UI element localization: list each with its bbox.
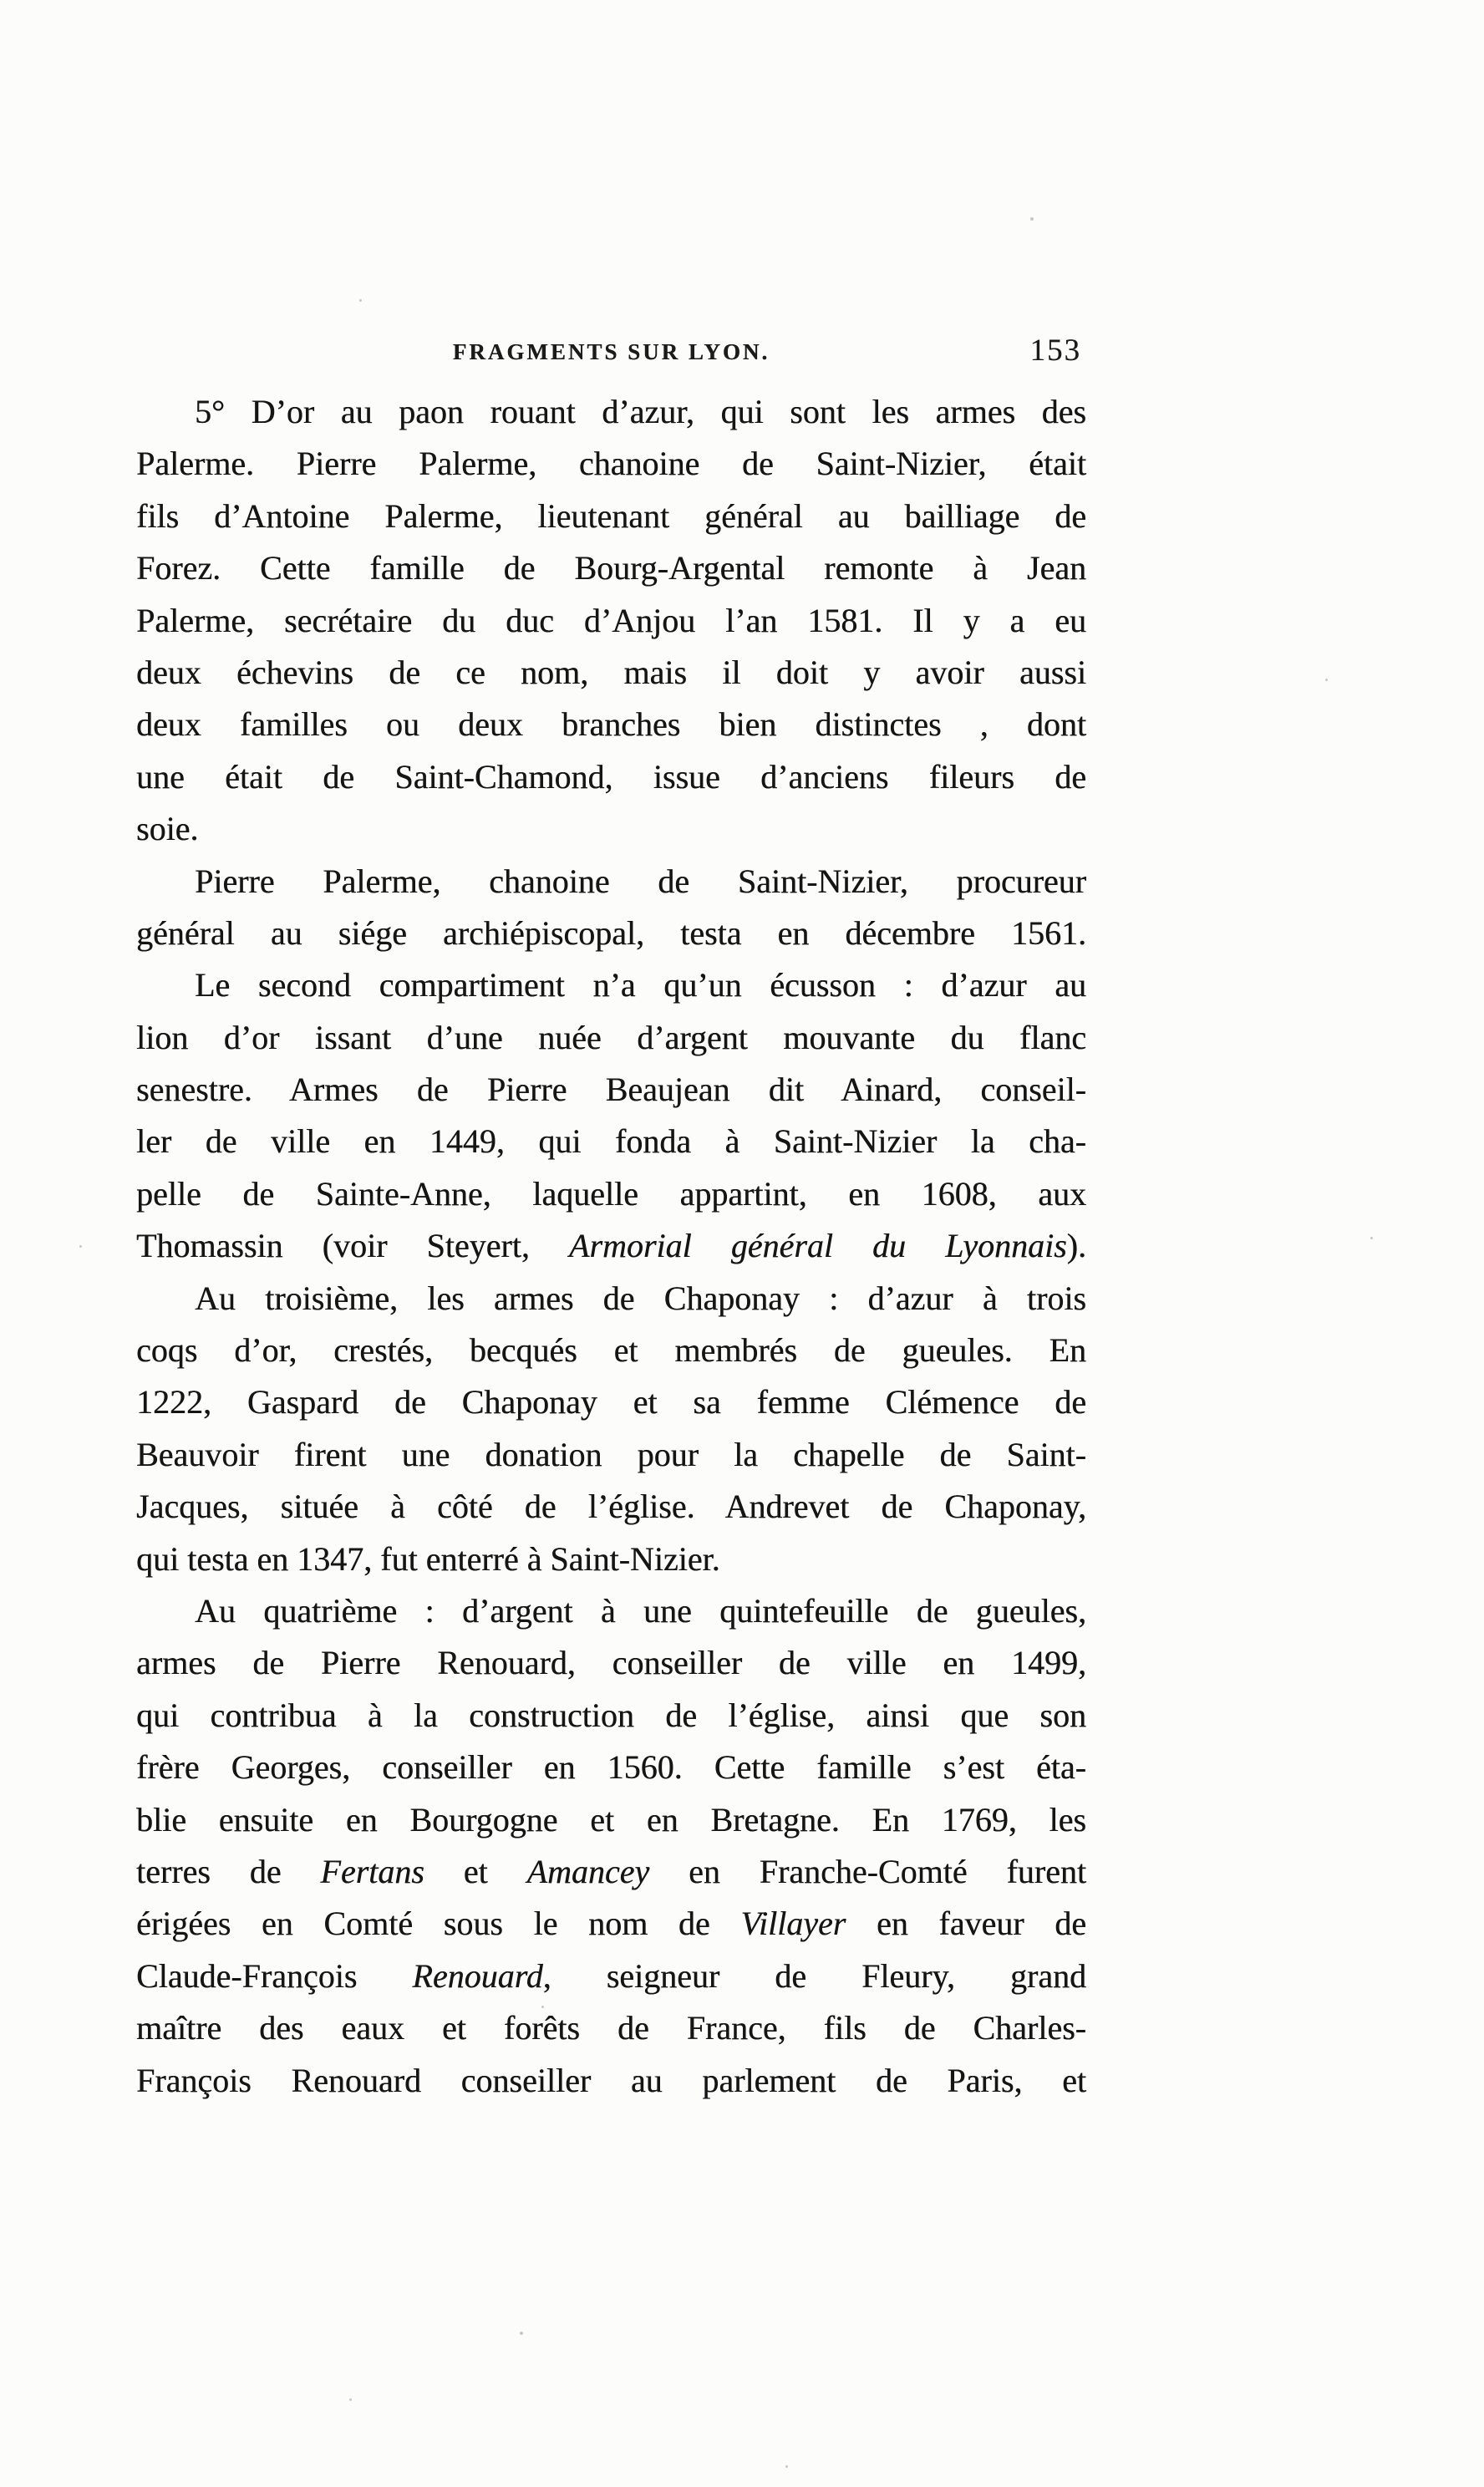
text-segment: frère Georges, conseiller en 1560. Cette famille s’est éta- bbox=[136, 1748, 1086, 1787]
text-segment: ler de ville en 1449, qui fonda à Saint-Nizier la cha- bbox=[136, 1122, 1086, 1161]
text-line bbox=[136, 803, 1086, 855]
text-line bbox=[136, 959, 1086, 1011]
text-line bbox=[136, 1325, 1086, 1376]
text-segment: 5° D’or au paon rouant d’azur, qui sont les armes des bbox=[195, 393, 1086, 430]
text-line bbox=[136, 1742, 1086, 1793]
text-segment: qui contribua à la construction de l’église, ainsi que son bbox=[136, 1696, 1086, 1734]
scan-speck bbox=[520, 2332, 523, 2335]
text-line bbox=[136, 438, 1086, 490]
text-segment: fils d’Antoine Palerme, lieutenant général au bailliage de bbox=[136, 496, 1086, 535]
text-segment: général au siége archiépiscopal, testa en décembre 1561. bbox=[136, 913, 1086, 952]
text-segment: Jacques, située à côté de l’église. Andrevet de Chaponay, bbox=[136, 1488, 1086, 1526]
text-line bbox=[136, 1481, 1086, 1533]
text-segment: François Renouard conseiller au parlement de Paris, et bbox=[136, 2061, 1086, 2099]
text-segment: 1222, Gaspard de Chaponay et sa femme Clémence de bbox=[136, 1383, 1086, 1422]
text-line bbox=[136, 1168, 1086, 1220]
text-line bbox=[136, 1637, 1086, 1689]
text-line bbox=[136, 1116, 1086, 1167]
text-segment: soie. bbox=[136, 810, 199, 848]
text-segment: Palerme, secrétaire du duc d’Anjou l’an 1581. Il y a eu bbox=[136, 601, 1086, 639]
text-line bbox=[136, 647, 1086, 699]
text-line bbox=[136, 1012, 1086, 1064]
text-segment: coqs d’or, crestés, becqués et membrés de gueules. En bbox=[136, 1331, 1086, 1370]
text-line bbox=[136, 1585, 1086, 1637]
running-title: FRAGMENTS SUR LYON. bbox=[452, 339, 770, 364]
scan-speck bbox=[349, 2398, 352, 2401]
text-line bbox=[136, 1533, 1086, 1585]
text-line bbox=[136, 1429, 1086, 1481]
text-line bbox=[136, 491, 1086, 542]
text-line bbox=[136, 751, 1086, 803]
text-segment: senestre. Armes de Pierre Beaujean dit Ainard, conseil- bbox=[136, 1071, 1086, 1109]
italic-text: Villayer bbox=[740, 1905, 846, 1943]
italic-text: Armorial général du Lyonnais bbox=[568, 1227, 1067, 1265]
text-segment: blie ensuite en Bourgogne et en Bretagne. En 1769, les bbox=[136, 1800, 1086, 1839]
text-segment: , seigneur de Fleury, grand bbox=[542, 1956, 1087, 1995]
italic-text: Renouard bbox=[412, 1956, 543, 1995]
text-line bbox=[136, 1376, 1086, 1428]
text-segment: ). bbox=[1066, 1227, 1086, 1265]
text-segment: deux échevins de ce nom, mais il doit y avoir aussi bbox=[136, 653, 1086, 691]
text-segment: Forez. Cette famille de Bourg-Argental remonte à Jean bbox=[136, 549, 1086, 587]
page-body bbox=[136, 386, 1086, 2107]
text-line bbox=[136, 856, 1086, 908]
text-line bbox=[136, 542, 1086, 594]
scan-speck bbox=[1325, 679, 1328, 681]
text-line bbox=[136, 1898, 1086, 1950]
text-line bbox=[136, 699, 1086, 750]
text-segment: en faveur de bbox=[846, 1905, 1087, 1943]
scan-speck bbox=[79, 1245, 82, 1248]
text-segment: lion d’or issant d’une nuée d’argent mouvante du flanc bbox=[136, 1018, 1086, 1056]
text-line bbox=[136, 2002, 1086, 2054]
text-line bbox=[136, 386, 1086, 438]
text-segment: Claude-François bbox=[136, 1956, 413, 1995]
scan-speck bbox=[541, 2006, 544, 2008]
text-segment: deux familles ou deux branches bien distinctes , dont bbox=[136, 705, 1086, 744]
text-segment: Au quatrième : d’argent à une quintefeuille de gueules, bbox=[195, 1591, 1086, 1630]
text-line bbox=[136, 1273, 1086, 1325]
text-segment: terres de bbox=[136, 1852, 321, 1890]
scan-speck bbox=[359, 299, 362, 302]
scan-speck bbox=[1370, 1237, 1373, 1239]
text-segment: armes de Pierre Renouard, conseiller de ville en 1499, bbox=[136, 1644, 1086, 1682]
text-segment: Au troisième, les armes de Chaponay : d’azur à trois bbox=[195, 1279, 1086, 1317]
text-line bbox=[136, 1690, 1086, 1742]
text-segment: Palerme. Pierre Palerme, chanoine de Saint-Nizier, était bbox=[136, 445, 1086, 483]
text-segment: maître des eaux et forêts de France, fils de Charles- bbox=[136, 2009, 1086, 2047]
text-segment: érigées en Comté sous le nom de bbox=[136, 1905, 741, 1943]
text-line bbox=[136, 2055, 1086, 2107]
text-segment: pelle de Sainte-Anne, laquelle appartint, en 1608, aux bbox=[136, 1174, 1086, 1213]
text-line bbox=[136, 595, 1086, 647]
text-segment: qui testa en 1347, fut enterré à Saint-Nizier. bbox=[136, 1539, 720, 1578]
text-line bbox=[136, 1950, 1086, 2002]
text-line bbox=[136, 1064, 1086, 1116]
text-line bbox=[136, 1846, 1086, 1898]
text-segment: une était de Saint-Chamond, issue d’anciens fileurs de bbox=[136, 757, 1086, 796]
scan-speck bbox=[785, 2465, 788, 2468]
italic-text: Amancey bbox=[526, 1852, 650, 1890]
scan-speck bbox=[1030, 217, 1034, 221]
text-line bbox=[136, 908, 1086, 959]
text-segment: Beauvoir firent une donation pour la chapelle de Saint- bbox=[136, 1435, 1086, 1473]
text-line bbox=[136, 1794, 1086, 1846]
text-segment: Thomassin (voir Steyert, bbox=[136, 1227, 569, 1265]
text-segment: et bbox=[424, 1852, 527, 1890]
running-head bbox=[136, 333, 1086, 374]
text-line bbox=[136, 1220, 1086, 1272]
text-segment: Pierre Palerme, chanoine de Saint-Nizier, procureur bbox=[195, 862, 1086, 900]
page-number: 153 bbox=[1029, 333, 1081, 368]
text-segment: Le second compartiment n’a qu’un écusson : d’azur au bbox=[195, 966, 1086, 1004]
text-segment: en Franche-Comté furent bbox=[649, 1852, 1086, 1890]
italic-text: Fertans bbox=[320, 1852, 424, 1890]
